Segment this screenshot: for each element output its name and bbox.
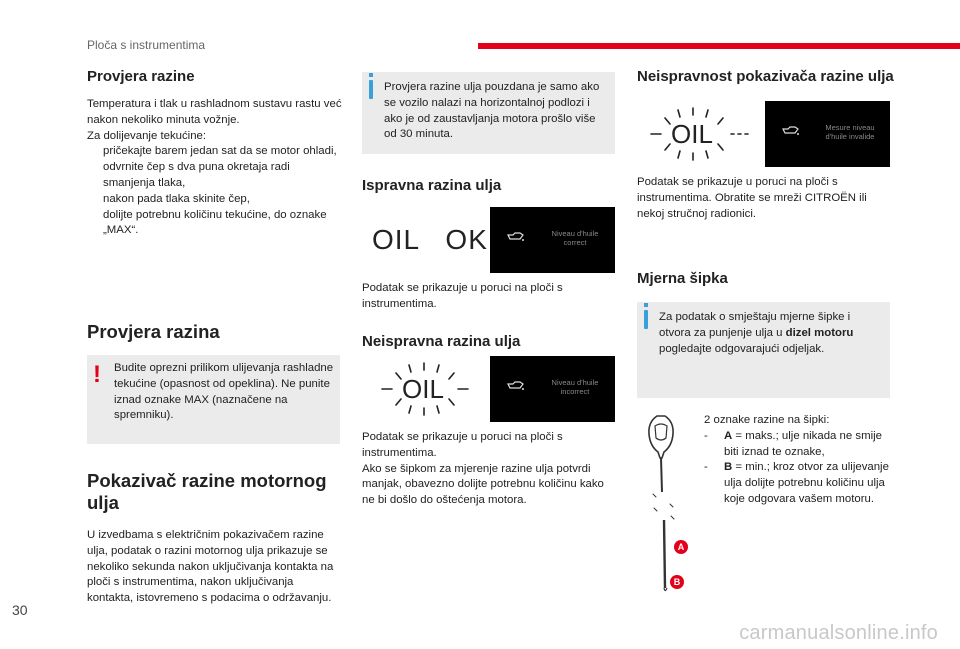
oil-ok-label: OIL OK [372, 224, 488, 255]
list-item: - A = maks.; ulje nikada ne smije biti iznad te oznake, [704, 429, 882, 458]
marks-lead: 2 oznake razine na šipki: [704, 414, 830, 426]
section-title-bad-wrap [362, 333, 520, 350]
oil-fault-display-image [637, 101, 890, 167]
dipstick-marks-text [704, 413, 890, 508]
oil-indicator-text: U izvedbama s električnim pokazivačem razine ulja, podatak o razini motornog ulja prikazuje se nekoliko sekunda nakon uključivanja kontakta na ploči s instrumentima, nakon uključivanja kontakta, istovremeno s podacima o održavanju. [87, 529, 334, 605]
oil-ok-display-image [362, 207, 615, 273]
warning-icon: ! [93, 361, 101, 388]
page-header-title: Ploča s instrumentima [87, 38, 206, 52]
section-title-fault-wrap [637, 68, 897, 85]
info-note-dipstick [637, 302, 890, 398]
section-title-dipstick-wrap [637, 270, 728, 287]
info-icon [644, 310, 648, 329]
section-title-oil-indicator: Pokazivač razine motornog ulja [87, 470, 327, 513]
section-title-indicator-fault: Neispravnost pokazivača razine ulja [637, 68, 894, 85]
dipstick-label-b: B [670, 575, 684, 589]
section-title-oil-incorrect: Neispravna razina ulja [362, 333, 521, 350]
oil-fault-text: Podatak se prikazuje u poruci na ploči s instrumentima. Obratite se mreži CITROËN ili nekoj stručnoj radionici. [637, 176, 867, 220]
mark-a-key: A [724, 429, 733, 442]
oil-fault-text-wrap [637, 175, 887, 222]
oil-fault-label: OIL [671, 119, 713, 149]
dipstick-info-text: Za podatak o smještaju mjerne šipke i otvora za punjenje ulja u dizel motoru pogledajte odgovarajući odjeljak. [659, 311, 854, 355]
info-text: Provjera razine ulja pouzdana je samo ako se vozilo nalazi na horizontalnoj podlozi i ako je od zaustavljanja motora prošlo više od 30 minuta. [384, 81, 600, 141]
oil-incorrect-display-image [362, 356, 615, 422]
oil-can-icon [507, 231, 525, 243]
watermark: carmanualsonline.info [739, 622, 938, 644]
diesel-engine-emphasis: dizel motoru [785, 326, 854, 339]
dipstick-label-a: A [674, 540, 688, 554]
section-title-check-levels-wrap [87, 321, 342, 343]
section-title-check-levels: Provjera razina [87, 321, 220, 342]
oil-can-icon [507, 380, 525, 392]
header-accent-bar [478, 43, 960, 49]
oil-incorrect-label: OIL [402, 374, 444, 404]
section-title-dipstick: Mjerna šipka [637, 270, 728, 287]
oil-can-icon [782, 125, 800, 137]
marks-list [704, 429, 890, 508]
warning-note [87, 355, 340, 444]
column-1 [87, 68, 342, 239]
refill-steps [87, 144, 342, 239]
list-item: odvrnite čep s dva puna okretaja radi smanjenja tlaka, [103, 161, 290, 189]
page-number: 30 [12, 602, 28, 618]
section-title-ok-wrap [362, 177, 501, 194]
info-note-level-check [362, 72, 615, 154]
intro-text: Temperatura i tlak u rashladnom sustavu rastu već nakon nekoliko minuta vožnje. [87, 98, 342, 126]
list-item: pričekajte barem jedan sat da se motor ohladi, [103, 145, 337, 158]
list-item: - B = min.; kroz otvor za ulijevanje ulja dolijte potrebnu količinu ulja koje odgovara vašem motoru. [704, 461, 889, 505]
list-item: dolijte potrebnu količinu tekućine, do oznake „MAX“. [103, 208, 327, 237]
warning-text: Budite oprezni prilikom ulijevanja rashladne tekućine (opasnost od opeklina). Ne punite iznad oznake MAX (naznačene na spremniku). [114, 362, 334, 422]
refill-lead: Za dolijevanje tekućine: [87, 129, 207, 142]
oil-fault-message: Mesure niveau d'huile invalide [825, 123, 875, 141]
dipstick-illustration [640, 412, 700, 596]
info-icon [369, 80, 373, 99]
oil-incorrect-text: Podatak se prikazuje u poruci na ploči s instrumentima. Ako se šipkom za mjerenje razine ulja potvrdi manjak, obavezno dolijte potrebnu količinu kako ne bi došlo do oštećenja motora. [362, 431, 604, 507]
mark-b-key: B [724, 461, 733, 474]
oil-indicator-section [87, 470, 342, 607]
oil-incorrect-message: Niveau d'huile incorrect [551, 378, 599, 396]
section-title-oil-ok: Ispravna razina ulja [362, 177, 502, 194]
oil-incorrect-text-wrap [362, 430, 610, 509]
oil-ok-text-wrap [362, 281, 602, 313]
list-item: nakon pada tlaka skinite čep, [103, 192, 250, 205]
oil-ok-message: Niveau d'huile correct [551, 229, 599, 247]
section-title-check-level: Provjera razine [87, 68, 195, 85]
oil-ok-text: Podatak se prikazuje u poruci na ploči s instrumentima. [362, 282, 563, 310]
